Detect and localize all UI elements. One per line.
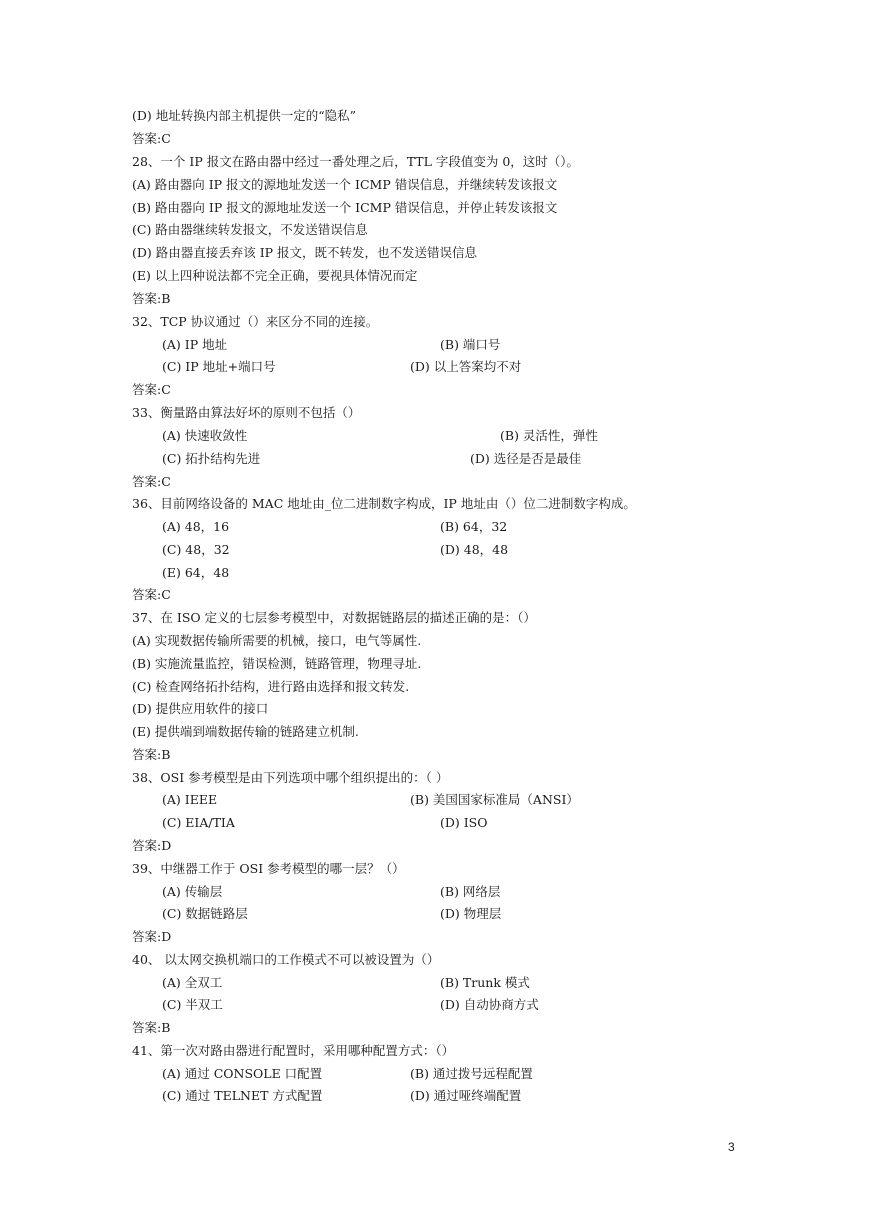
- answer-line: 答案:C: [132, 382, 171, 397]
- question-36: 36、目前网络设备的 MAC 地址由_位二进制数字构成，IP 地址由（）位二进制数字构成。: [132, 496, 636, 511]
- answer-line: 答案:C: [132, 131, 171, 146]
- question-39: 39、中继器工作于 OSI 参考模型的哪一层？（）: [132, 861, 405, 876]
- option-line: (D) ISO: [440, 815, 488, 830]
- option-line: (D) 以上答案均不对: [410, 359, 522, 374]
- question-41: 41、第一次对路由器进行配置时，采用哪种配置方式：（）: [132, 1043, 455, 1058]
- option-line: (B) 灵活性，弹性: [500, 428, 598, 443]
- option-line: (B) 通过拨号远程配置: [410, 1066, 533, 1081]
- option-line: (A) IP 地址: [162, 337, 228, 352]
- question-32: 32、TCP 协议通过（）来区分不同的连接。: [132, 314, 379, 329]
- option-line: (D) 自动协商方式: [440, 997, 539, 1012]
- option-line: (B) 端口号: [440, 337, 501, 352]
- option-line: (A) 通过 CONSOLE 口配置: [162, 1066, 323, 1081]
- option-line: (B) 实施流量监控，错误检测，链路管理，物理寻址.: [132, 656, 422, 671]
- answer-line: 答案:D: [132, 838, 172, 853]
- question-40: 40、 以太网交换机端口的工作模式不可以被设置为（）: [132, 952, 440, 967]
- option-line: (C) 数据链路层: [162, 906, 248, 921]
- option-line: (C) EIA/TIA: [162, 815, 235, 830]
- option-line: (E) 以上四种说法都不完全正确，要视具体情况而定: [132, 268, 418, 283]
- option-line: (E) 提供端到端数据传输的链路建立机制.: [132, 724, 359, 739]
- option-line: (A) 快速收敛性: [162, 428, 248, 443]
- option-line: (B) 美国国家标准局（ANSI）: [410, 792, 579, 807]
- option-line: (B) 路由器向 IP 报文的源地址发送一个 ICMP 错误信息，并停止转发该报文: [132, 200, 558, 215]
- answer-line: 答案:C: [132, 474, 171, 489]
- option-line: (C) 48，32: [162, 542, 230, 557]
- option-line: (A) 路由器向 IP 报文的源地址发送一个 ICMP 错误信息，并继续转发该报文: [132, 177, 558, 192]
- option-line: (C) 半双工: [162, 997, 223, 1012]
- question-28: 28、一个 IP 报文在路由器中经过一番处理之后，TTL 字段值变为 0，这时（）。: [132, 154, 580, 169]
- option-line: (B) Trunk 模式: [440, 975, 530, 990]
- option-line: (D) 地址转换内部主机提供一定的“隐私”: [132, 108, 357, 123]
- option-line: (E) 64，48: [162, 565, 230, 580]
- option-line: (C) 通过 TELNET 方式配置: [162, 1088, 323, 1103]
- option-line: (D) 48，48: [440, 542, 509, 557]
- question-37: 37、在 ISO 定义的七层参考模型中，对数据链路层的描述正确的是：（）: [132, 610, 536, 625]
- option-line: (D) 路由器直接丢弃该 IP 报文，既不转发，也不发送错误信息: [132, 245, 478, 260]
- option-line: (B) 64，32: [440, 519, 508, 534]
- option-line: (C) 路由器继续转发报文，不发送错误信息: [132, 222, 368, 237]
- option-line: (A) 实现数据传输所需要的机械，接口，电气等属性.: [132, 633, 422, 648]
- option-line: (D) 选径是否是最佳: [470, 451, 582, 466]
- answer-line: 答案:B: [132, 291, 171, 306]
- option-line: (A) 传输层: [162, 884, 223, 899]
- option-line: (B) 网络层: [440, 884, 501, 899]
- question-38: 38、OSI 参考模型是由下列选项中哪个组织提出的：（ ）: [132, 770, 449, 785]
- question-33: 33、衡量路由算法好坏的原则不包括（）: [132, 405, 361, 420]
- option-line: (A) IEEE: [162, 792, 218, 807]
- option-line: (D) 提供应用软件的接口: [132, 701, 269, 716]
- page-number: 3: [728, 1140, 735, 1154]
- option-line: (C) 检查网络拓扑结构，进行路由选择和报文转发.: [132, 679, 410, 694]
- option-line: (D) 通过哑终端配置: [410, 1088, 522, 1103]
- option-line: (A) 全双工: [162, 975, 223, 990]
- option-line: (C) 拓扑结构先进: [162, 451, 261, 466]
- option-line: (A) 48，16: [162, 519, 230, 534]
- answer-line: 答案:D: [132, 929, 172, 944]
- option-line: (D) 物理层: [440, 906, 502, 921]
- answer-line: 答案:B: [132, 747, 171, 762]
- answer-line: 答案:B: [132, 1020, 171, 1035]
- answer-line: 答案:C: [132, 587, 171, 602]
- option-line: (C) IP 地址+端口号: [162, 359, 276, 374]
